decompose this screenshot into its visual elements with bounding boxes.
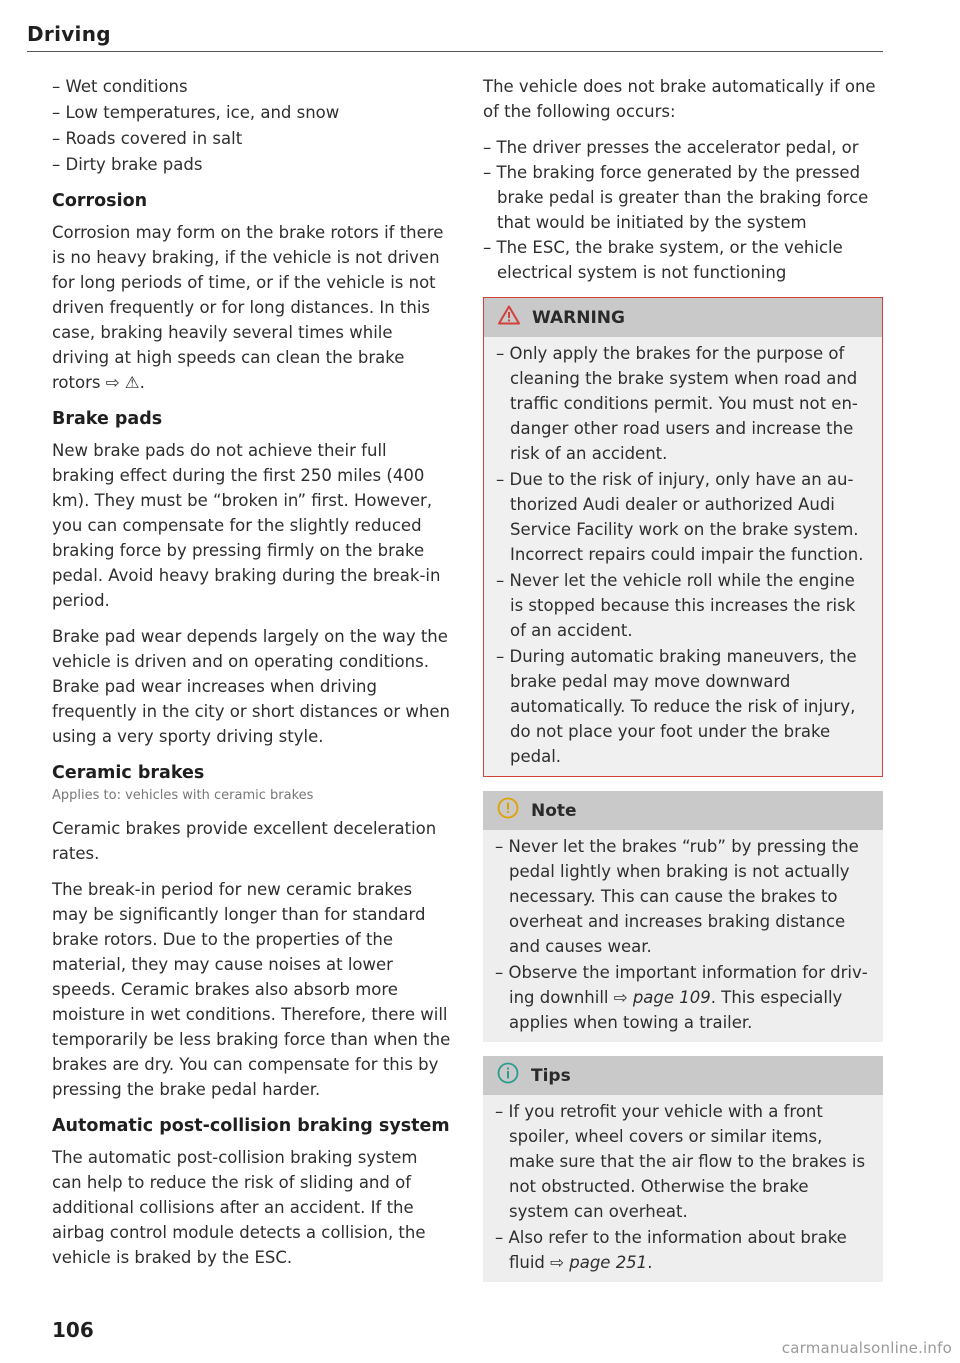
header-divider xyxy=(27,51,883,52)
list-item: – Roads covered in salt xyxy=(52,129,243,148)
tips-item-text: . xyxy=(647,1253,653,1272)
tips-box xyxy=(483,1056,883,1282)
post-collision-heading: Automatic post-collision braking system xyxy=(52,1116,450,1136)
list-item xyxy=(495,960,871,1035)
right-column xyxy=(483,74,883,1296)
note-list xyxy=(495,834,871,1035)
list-item xyxy=(495,1225,871,1275)
ceramic-paragraph-2: The break-in period for new ceramic brakes may be significantly longer than for standard brake rotors. Due to the properties of the material, they may cause noises at lower speeds. Ceramic brakes also absorb more moisture in wet conditions. Therefore, there will temporarily be less braking force than when the brakes are dry. You can compensate for this by pressing the brake pedal harder. xyxy=(52,880,451,1099)
applies-to-note: Applies to: vehicles with ceramic brakes xyxy=(52,788,314,803)
page-reference[interactable]: page 251 xyxy=(569,1253,648,1272)
tips-list xyxy=(495,1099,871,1275)
corrosion-heading: Corrosion xyxy=(52,191,148,211)
brake-pads-heading: Brake pads xyxy=(52,409,163,429)
list-item: – Never let the brakes “rub” by pressing the pedal lightly when braking is not actually necessary. This can cause the brakes to overheat and increases braking distance and causes wear. xyxy=(495,837,859,956)
list-item: – The ESC, the brake system, or the vehicle electrical system is not functioning xyxy=(483,238,843,282)
brake-pads-paragraph-1: New brake pads do not achieve their full braking effect during the first 250 miles (400 km). They must be “broken in” first. However, you can compensate for the slightly reduced braking force by pressing firmly on the brake pedal. Avoid heavy braking during the break-in period. xyxy=(52,441,441,610)
left-column xyxy=(52,74,452,1281)
info-circle-icon xyxy=(497,1062,519,1089)
ceramic-paragraph-1: Ceramic brakes provide excellent deceleration rates. xyxy=(52,819,437,863)
conditions-list xyxy=(52,74,452,177)
auto-brake-conditions xyxy=(483,135,883,285)
warning-list xyxy=(496,341,870,769)
list-item: – Only apply the brakes for the purpose of cleaning the brake system when road and traffic conditions permit. You must not endanger other road users and increase the risk of an accident. xyxy=(496,344,858,463)
list-item: – The driver presses the accelerator pedal, or xyxy=(483,138,859,157)
list-item: – If you retrofit your vehicle with a front spoiler, wheel covers or similar items, make sure that the air flow to the brakes is not obstructed. Otherwise the brake system can overheat. xyxy=(495,1102,866,1221)
list-item: – Never let the vehicle roll while the engine is stopped because this increases the risk of an accident. xyxy=(496,571,856,640)
tips-title: Tips xyxy=(531,1065,571,1086)
warning-header xyxy=(484,298,882,337)
list-item: – Wet conditions xyxy=(52,77,188,96)
list-item: – Due to the risk of injury, only have an authorized Audi dealer or authorized Audi Service Facility work on the brake system. Incorrect repairs could impair the function. xyxy=(496,470,864,564)
warning-box xyxy=(483,297,883,777)
note-header xyxy=(483,791,883,830)
note-title: Note xyxy=(531,800,577,821)
list-item: – Dirty brake pads xyxy=(52,155,203,174)
brake-pads-paragraph-2: Brake pad wear depends largely on the way the vehicle is driven and on operating conditions. Brake pad wear increases when driving frequently in the city or short distances or when using a very sporty driving style. xyxy=(52,627,450,746)
note-item-text: . This especially applies when towing a trailer. xyxy=(509,988,843,1032)
corrosion-text: Corrosion may form on the brake rotors if there is no heavy braking, if the vehicle is not driven for long periods of time, or if the vehicle is not driven frequently or for long distances. In this case, braking heavily several times while driving at high speeds can clean the brake rotors ⇨ ⚠. xyxy=(52,223,444,392)
list-item: – The braking force generated by the pressed brake pedal is greater than the braking force that would be initiated by the system xyxy=(483,163,869,232)
auto-brake-intro: The vehicle does not brake automatically if one of the following occurs: xyxy=(483,77,876,121)
chapter-title: Driving xyxy=(27,22,111,46)
tips-item-text: – Also refer to the information about brake fluid ⇨ xyxy=(495,1228,847,1272)
note-item-text: – Observe the important information for driving downhill ⇨ xyxy=(495,963,868,1007)
tips-header xyxy=(483,1056,883,1095)
watermark: carmanualsonline.info xyxy=(781,1339,952,1357)
list-item: – Low temperatures, ice, and snow xyxy=(52,103,340,122)
exclamation-circle-icon xyxy=(497,797,519,824)
list-item: – During automatic braking maneuvers, the brake pedal may move downward automatically. To reduce the risk of injury, do not place your foot under the brake pedal. xyxy=(496,647,857,766)
page-number: 106 xyxy=(52,1318,94,1342)
page-reference[interactable]: page 109 xyxy=(632,988,711,1007)
note-box xyxy=(483,791,883,1042)
post-collision-text: The automatic post-collision braking system can help to reduce the risk of sliding and of additional collisions after an accident. If the airbag control module detects a collision, the vehicle is braked by the ESC. xyxy=(52,1148,426,1267)
ceramic-brakes-heading: Ceramic brakes xyxy=(52,763,205,783)
warning-title: WARNING xyxy=(532,307,625,328)
warning-triangle-icon xyxy=(498,305,520,330)
